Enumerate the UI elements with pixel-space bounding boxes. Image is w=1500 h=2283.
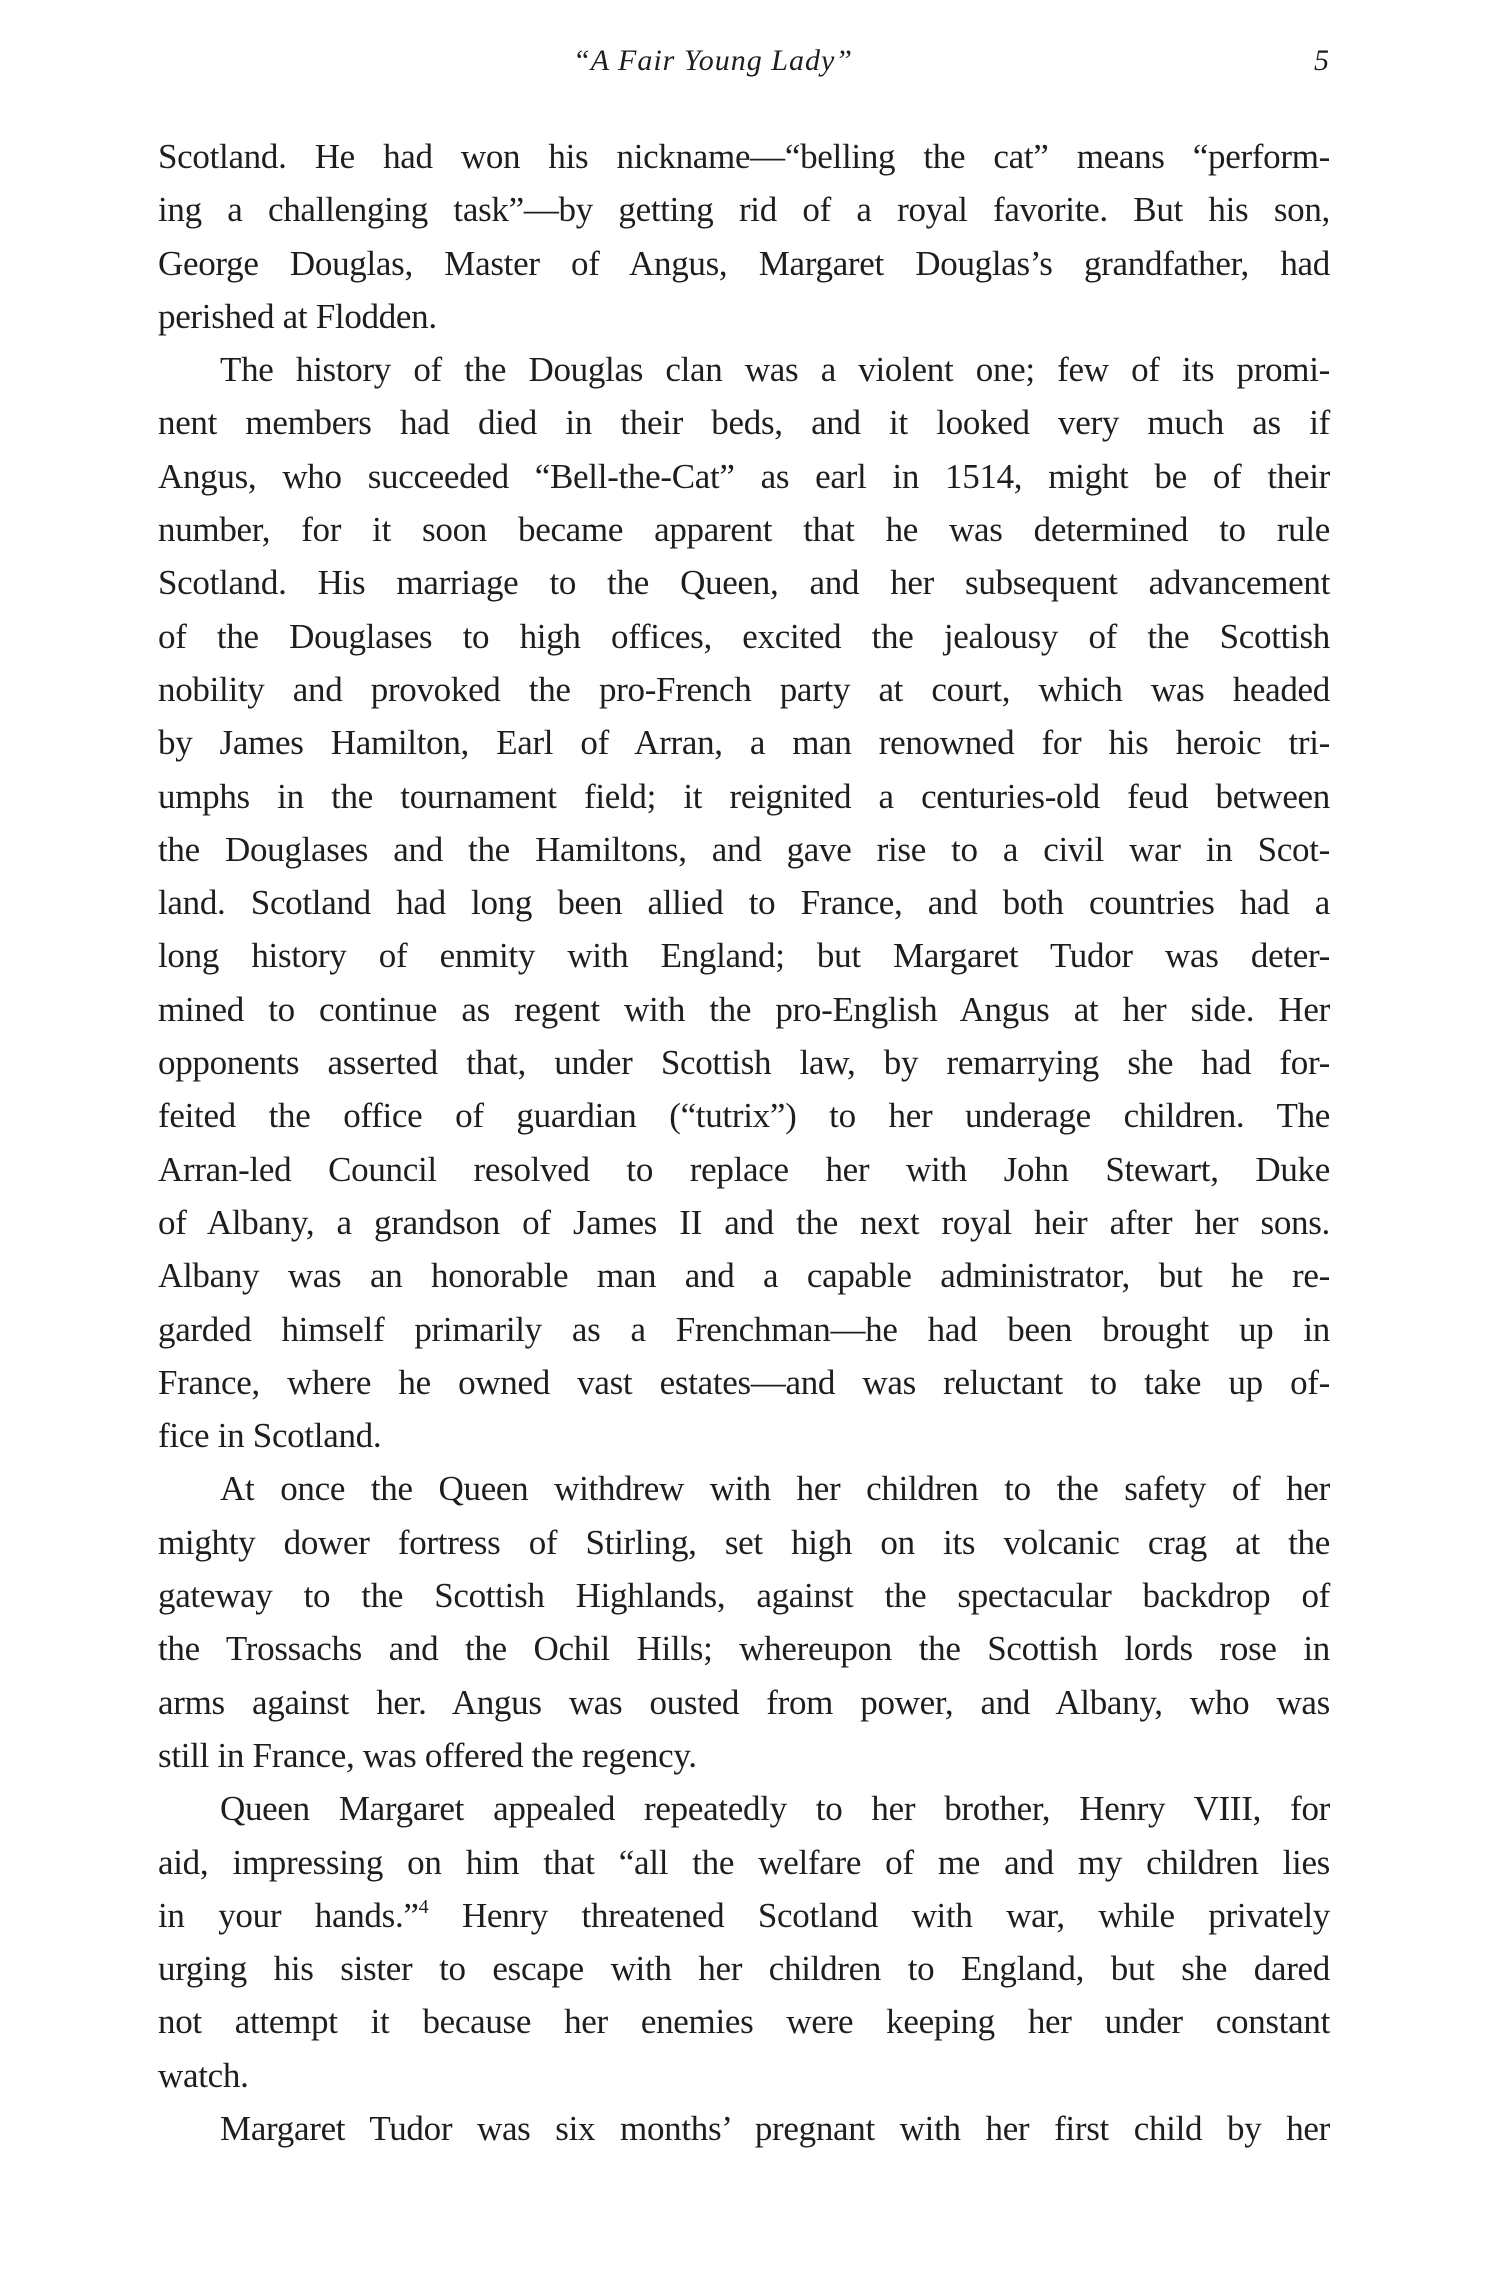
text-line: nent members had died in their beds, and it looked very much as if — [158, 403, 1330, 443]
text-line: the Douglases and the Hamiltons, and gave rise to a civil war in Scot- — [158, 829, 1330, 869]
body-text — [158, 130, 1330, 2155]
text-line: umphs in the tournament field; it reignited a centuries-old feud between — [158, 776, 1330, 816]
text-line: long history of enmity with England; but Margaret Tudor was deter- — [158, 936, 1330, 976]
text-line: Queen Margaret appealed repeatedly to her brother, Henry VIII, for — [220, 1789, 1330, 1829]
text-line: Albany was an honorable man and a capable administrator, but he re- — [158, 1256, 1330, 1296]
text-line: At once the Queen withdrew with her children to the safety of her — [220, 1469, 1330, 1509]
text-segment: in your hands.” — [158, 1895, 419, 1935]
text-line: nobility and provoked the pro-French party at court, which was headed — [158, 669, 1330, 709]
text-line: urging his sister to escape with her children to England, but she dared — [158, 1949, 1330, 1989]
footnote-marker: 4 — [418, 1895, 429, 1918]
paragraph — [158, 1462, 1330, 1782]
text-line: fice in Scotland. — [158, 1416, 382, 1456]
text-line: not attempt it because her enemies were keeping her under constant — [158, 2002, 1330, 2042]
text-line: watch. — [158, 2055, 249, 2095]
text-line: George Douglas, Master of Angus, Margaret Douglas’s grandfather, had — [158, 243, 1330, 283]
text-line: by James Hamilton, Earl of Arran, a man renowned for his heroic tri- — [158, 723, 1330, 763]
text-line: The history of the Douglas clan was a violent one; few of its promi- — [220, 350, 1330, 390]
text-line: perished at Flodden. — [158, 296, 437, 336]
text-line: mighty dower fortress of Stirling, set high on its volcanic crag at the — [158, 1522, 1330, 1562]
text-line: Scotland. He had won his nickname—“belling the cat” means “perform- — [158, 137, 1330, 176]
text-line: garded himself primarily as a Frenchman—he had been brought up in — [158, 1309, 1330, 1349]
text-line: mined to continue as regent with the pro-English Angus at her side. Her — [158, 989, 1330, 1029]
paragraph — [158, 343, 1330, 1462]
text-line: of the Douglases to high offices, excited the jealousy of the Scottish — [158, 616, 1330, 656]
text-line: feited the office of guardian (“tutrix”) to her underage children. The — [158, 1096, 1330, 1136]
paragraph — [158, 130, 1330, 343]
paragraph — [158, 1782, 1330, 2102]
text-line: number, for it soon became apparent that he was determined to rule — [158, 510, 1330, 550]
text-line: Margaret Tudor was six months’ pregnant with her first child by her — [220, 2108, 1330, 2148]
text-line — [158, 1889, 1330, 1942]
page-number: 5 — [1314, 44, 1329, 77]
text-line: Angus, who succeeded “Bell-the-Cat” as earl in 1514, might be of their — [158, 456, 1330, 496]
text-line: opponents asserted that, under Scottish law, by remarrying she had for- — [158, 1043, 1330, 1083]
text-line: still in France, was offered the regency. — [158, 1735, 697, 1775]
text-line: gateway to the Scottish Highlands, against the spectacular backdrop of — [158, 1576, 1330, 1616]
text-line: arms against her. Angus was ousted from power, and Albany, who was — [158, 1682, 1330, 1722]
paragraph — [158, 2102, 1330, 2155]
text-line: aid, impressing on him that “all the welfare of me and my children lies — [158, 1842, 1330, 1882]
text-line: land. Scotland had long been allied to France, and both countries had a — [158, 883, 1330, 923]
text-line: Arran-led Council resolved to replace her with John Stewart, Duke — [158, 1149, 1330, 1189]
text-line: of Albany, a grandson of James II and the next royal heir after her sons. — [158, 1202, 1330, 1242]
running-head-title: “A Fair Young Lady” — [573, 44, 853, 77]
text-segment: Henry threatened Scotland with war, while privately — [428, 1895, 1330, 1935]
text-line: Scotland. His marriage to the Queen, and her subsequent advancement — [158, 563, 1330, 603]
text-line: the Trossachs and the Ochil Hills; whereupon the Scottish lords rose in — [158, 1629, 1330, 1669]
text-line: ing a challenging task”—by getting rid of a royal favorite. But his son, — [158, 190, 1330, 230]
text-line: France, where he owned vast estates—and was reluctant to take up of- — [158, 1362, 1330, 1402]
